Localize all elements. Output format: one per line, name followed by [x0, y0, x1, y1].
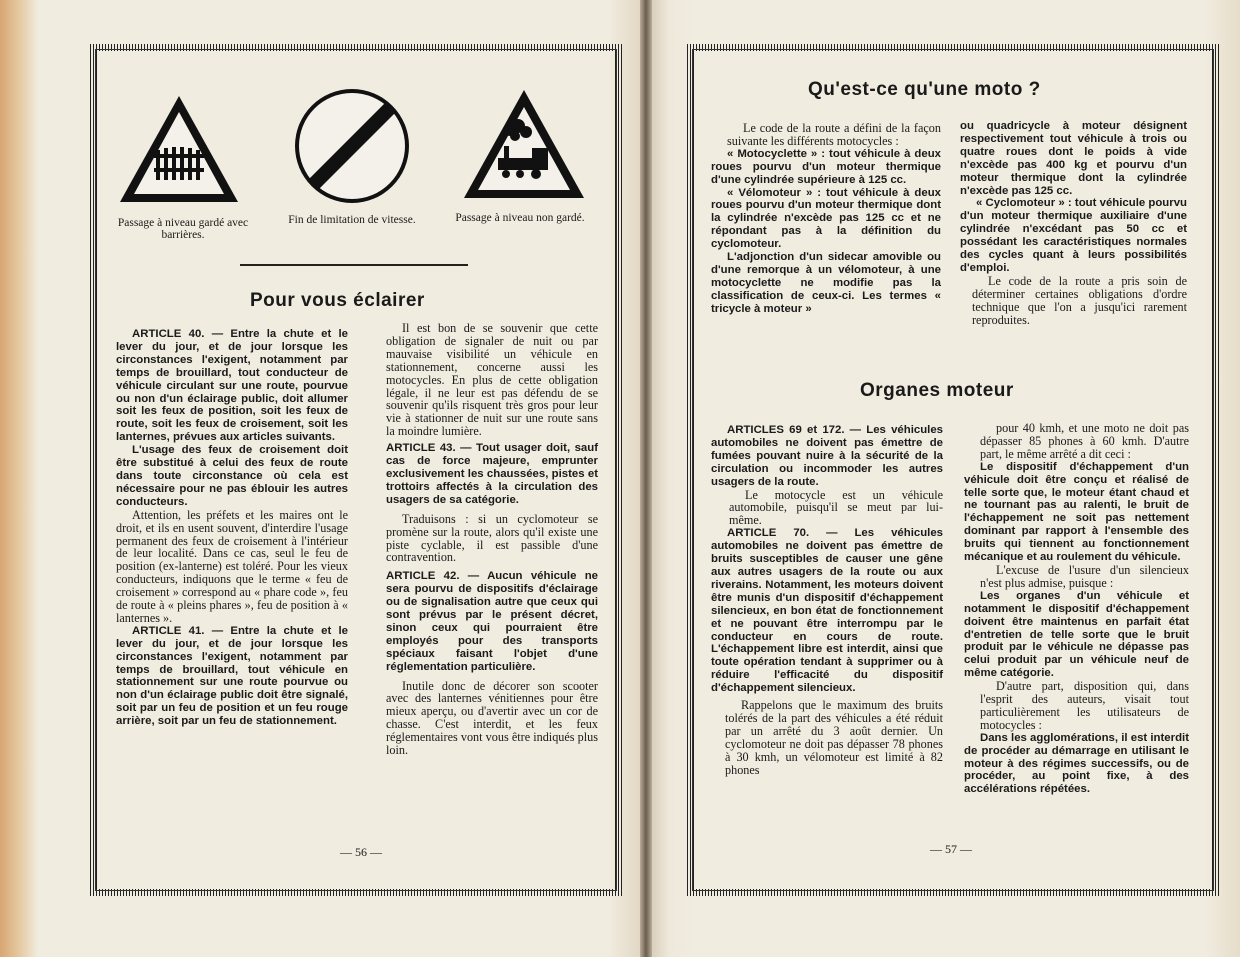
right-column-4	[964, 422, 1189, 796]
section-title: Qu'est-ce qu'une moto ?	[808, 79, 1041, 100]
page-number: — 57 —	[930, 842, 972, 856]
right-column-3	[711, 424, 943, 776]
paragraph: ARTICLE 41. — Entre la chute et le lever du jour, et de jour lorsque les circonstances l'exigent, notamment par temps de brouillard, tout véhicule en stationnement sur une route pourvue ou non d'un éclairage public doit être signalé, soit par un feu de position et un feu rouge arrière, soit par un feu de stationnement.	[116, 624, 348, 728]
level-crossing-barrier-icon	[116, 92, 242, 206]
sign-caption: Fin de limitation de vitesse.	[288, 214, 416, 226]
paragraph: ARTICLE 40. — Entre la chute et le lever du jour, et de jour lorsque les circonstances l'exigent, notamment par temps de brouillard, tout conducteur de véhicule circulant sur une route, pourvue ou non d'un éclairage public, doit allumer soit les feux de position, soit les feux de route, soit les feux de croisement, soit les lanternes, prévues aux articles suivants.	[116, 328, 348, 444]
paragraph: Rappelons que le maximum des bruits tolérés de la part des véhicules a été réduit par un arrêté du 3 août dernier. Un cyclomoteur ne doit pas dépasser 78 phones à 30 kmh, un vélomoteur est limité à 82 phones	[725, 698, 943, 777]
title-rule	[240, 264, 468, 266]
page-number: — 56 —	[340, 845, 382, 859]
paragraph: Le motocycle est un véhicule automobile, puisqu'il se meut par lui-même.	[729, 487, 943, 528]
paragraph: Les organes d'un véhicule et notamment le dispositif d'échappement doivent être maintenus en parfait état d'entretien de telle sorte que le bruit produit par le véhicule ne dépasse pas celui produit par un véhicule neuf de même catégorie.	[964, 589, 1189, 680]
paragraph: ARTICLE 43. — Tout usager doit, sauf cas de force majeure, emprunter exclusivement les chaussées, pistes et trottoirs affectés à la circulation des usagers de sa catégorie.	[386, 442, 598, 506]
end-of-speed-limit-icon	[292, 86, 412, 206]
paragraph: L'adjonction d'un sidecar amovible ou d'une remorque à un vélomoteur, à une motocyclette ne modifie pas la classification de ceux-ci. Les termes « tricycle à moteur »	[711, 251, 941, 315]
paragraph: Le dispositif d'échappement d'un véhicule doit être conçu et réalisé de telle sorte que, le moteur étant chaud et ne tournant pas au ralenti, le bruit de l'échappement ne soit pas nettement dominant par rapport à l'ensemble des bruits qui tiennent au fonctionnement mécanique et au roulement du véhicule.	[964, 460, 1189, 564]
paragraph: Attention, les préfets et les maires ont le droit, et ils en usent souvent, d'interdire l'usage permanent des feux de croisement à l'intérieur de leur localité. Dans ce cas, seul le feu de position (ex-lanterne) est toléré. Pour les vieux conducteurs, indiquons que le terme « feu de croisement » correspond au « phare code », feu de route à « pleins phares », feu de position à « lanternes ».	[116, 507, 348, 625]
paragraph: Il est bon de se souvenir que cette obligation de signaler de nuit ou par mauvaise visibilité un véhicule en stationnement, concerne aussi les motocycles. En plus de cette obligation légale, il ne leur est pas défendu de se souvenir qu'ils risquent très gros pour leur vie à stationner de nuit sur une route sans la moindre lumière.	[386, 321, 598, 439]
section-title: Organes moteur	[860, 380, 1014, 401]
paragraph: L'excuse de l'usure d'un silencieux n'est plus admise, puisque :	[980, 562, 1189, 590]
left-column-1	[116, 328, 348, 728]
left-column-2	[386, 322, 598, 757]
unguarded-level-crossing-icon	[460, 86, 588, 202]
sign-caption: Passage à niveau non gardé.	[455, 212, 585, 224]
paragraph: Inutile donc de décorer son scooter avec des lanternes vénitiennes pour être mieux aperçu, ou d'avertir avec un cor de chasse. C'est interdit, et les feux réglementaires vont vous être indiqués plus loin.	[386, 678, 598, 758]
paragraph: Le code de la route a défini de la façon suivante les différents motocycles :	[727, 121, 941, 148]
paragraph: « Motocyclette » : tout véhicule à deux roues pourvu d'un moteur thermique d'une cylindrée supérieure à 125 cc.	[711, 147, 941, 186]
paragraph: « Vélomoteur » : tout véhicule à deux roues pourvu d'un moteur thermique dont la cylindrée n'excède pas 125 cc et ne répondant pas à la définition du cyclomoteur.	[711, 186, 941, 251]
sign-caption: Passage à niveau gardé avec barrières.	[117, 217, 249, 241]
paragraph: pour 40 kmh, et une moto ne doit pas dépasser 85 phones à 60 kmh. D'autre part, le même arrêté a dit ceci :	[980, 421, 1189, 461]
page-title: Pour vous éclairer	[250, 290, 425, 311]
paragraph: ARTICLE 70. — Les véhicules automobiles ne doivent pas émettre de bruits susceptibles de causer une gêne aux autres usagers de la route ou aux riverains. Notamment, les moteurs doivent être munis d'un dispositif d'échappement silencieux, en bon état de fonctionnement et ne pouvant être interrompu par le conducteur en cours de route. L'échappement libre est interdit, ainsi que toute opération tendant à supprimer ou à réduire l'efficacité du dispositif d'échappement silencieux.	[711, 527, 943, 695]
right-column-2	[960, 120, 1187, 327]
paragraph: D'autre part, disposition qui, dans l'esprit des auteurs, visait tout particulièrement les utilisateurs de motocycles :	[980, 679, 1189, 732]
paragraph: L'usage des feux de croisement doit être substitué à celui des feux de route dans toute circonstance où cela est nécessaire pour ne pas éblouir les autres conducteurs.	[116, 444, 348, 508]
paragraph: ARTICLE 42. — Aucun véhicule ne sera pourvu de dispositifs d'éclairage ou de signalisation autre que ceux qui sont prévus par le présent décret, sinon ceux qui pourraient être employés pour des transports spéciaux faisant l'objet d'une réglementation particulière.	[386, 570, 598, 673]
paragraph: Traduisons : si un cyclomoteur se promène sur la route, alors qu'il existe une piste cyclable, il est passible d'une contravention.	[386, 511, 598, 565]
paragraph: ou quadricycle à moteur désignent respectivement tout véhicule à trois ou quatre roues dont le poids à vide n'excède pas 400 kg et pourvu d'un moteur thermique dont la cylindrée n'excède pas 125 cc.	[960, 120, 1187, 197]
book-gutter	[640, 0, 652, 957]
paragraph: Dans les agglomérations, il est interdit de procéder au démarrage en utilisant le moteur à des régimes successifs, ou de procéder, au point fixe, à des accélérations répétées.	[964, 731, 1189, 796]
paragraph: Le code de la route a pris soin de déterminer certaines obligations d'ordre technique que l'on a jusqu'ici rarement reproduites.	[972, 273, 1187, 327]
paragraph: « Cyclomoteur » : tout véhicule pourvu d'un moteur thermique auxiliaire d'une cylindrée n'excédant pas 50 cc et possédant les caractéristiques normales des cycles quant à leurs possibilités d'emploi.	[960, 197, 1187, 274]
right-column-1	[711, 122, 941, 316]
paragraph: ARTICLES 69 et 172. — Les véhicules automobiles ne doivent pas émettre de fumées pouvant nuire à la sécurité de la circulation ou incommoder les autres usagers de la route.	[711, 424, 943, 488]
